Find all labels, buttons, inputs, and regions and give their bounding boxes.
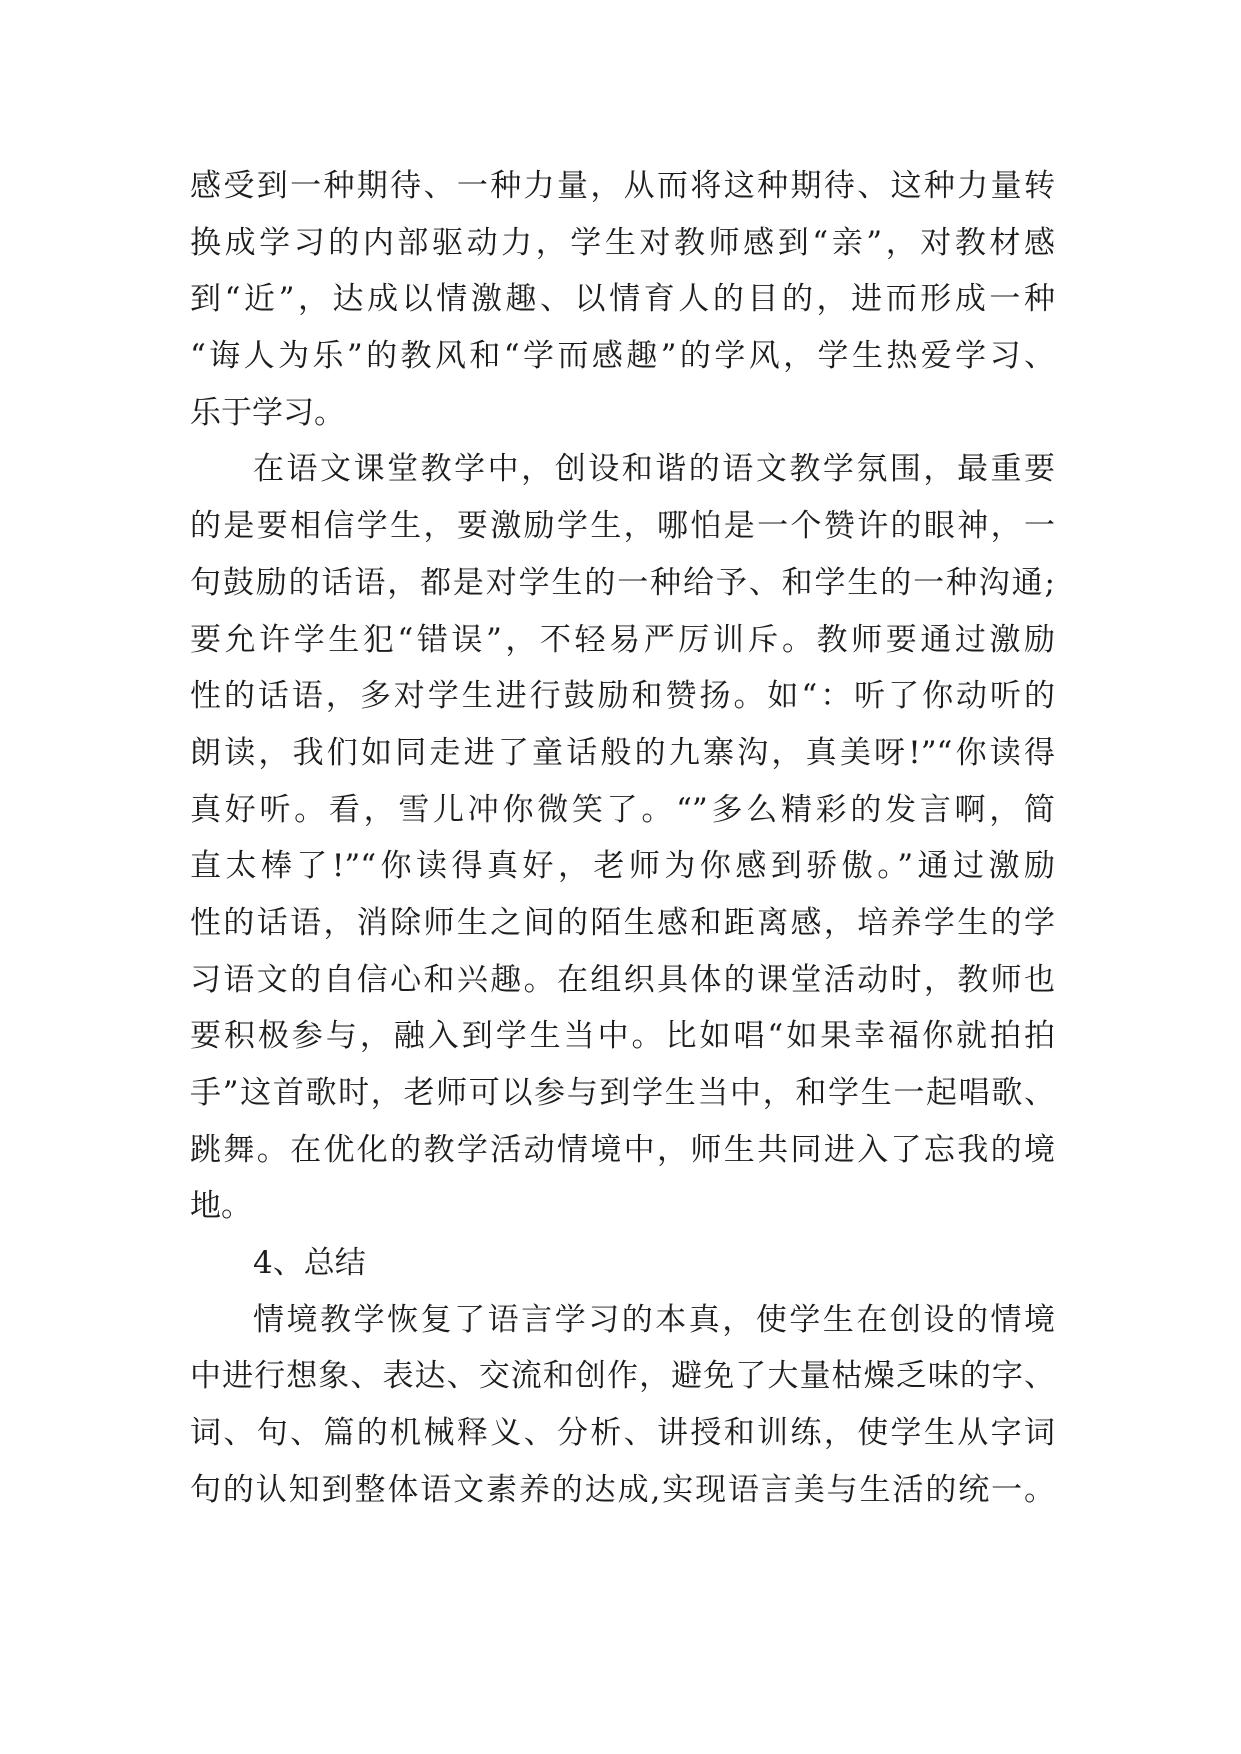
text-line: 跳舞。在优化的教学活动情境中，师生共同进入了忘我的境 xyxy=(190,1131,1055,1168)
text-line: 真好听。看，雪儿冲你微笑了。“”多么精彩的发言啊，简 xyxy=(190,791,1055,828)
text-line: 换成学习的内部驱动力，学生对教师感到“亲”，对教材感 xyxy=(190,224,1055,261)
text-line: 性的话语，多对学生进行鼓励和赞扬。如“：听了你动听的 xyxy=(190,678,1055,715)
text-line: 直太棒了!”“你读得真好，老师为你感到骄傲。”通过激励 xyxy=(190,848,1055,885)
text-line: 性的话语，消除师生之间的陌生感和距离感，培养学生的学 xyxy=(190,904,1055,941)
text-line: 中进行想象、表达、交流和创作，避免了大量枯燥乏味的字、 xyxy=(190,1358,1055,1395)
text-line: 要允许学生犯“错误”，不轻易严厉训斥。教师要通过激励 xyxy=(190,621,1055,658)
text-line: 感受到一种期待、一种力量，从而将这种期待、这种力量转 xyxy=(190,168,1055,204)
text-line: 4、总结 xyxy=(253,1245,366,1282)
text-line: 手”这首歌时，老师可以参与到学生当中，和学生一起唱歌、 xyxy=(190,1075,1055,1111)
text-line: 乐于学习。 xyxy=(190,394,345,431)
text-line: 词、句、篇的机械释义、分析、讲授和训练，使学生从字词 xyxy=(190,1415,1055,1452)
text-line: 要积极参与，融入到学生当中。比如唱“如果幸福你就拍拍 xyxy=(190,1018,1055,1055)
text-line: 地。 xyxy=(190,1188,252,1225)
text-line: “诲人为乐”的教风和“学而感趣”的学风，学生热爱学习、 xyxy=(190,338,1055,375)
text-line: 句的认知到整体语文素养的达成,实现语言美与生活的统一。 xyxy=(190,1471,1055,1508)
text-line: 在语文课堂教学中，创设和谐的语文教学氛围，最重要 xyxy=(253,451,1055,488)
text-line: 到“近”，达成以情激趣、以情育人的目的，进而形成一种 xyxy=(190,281,1055,318)
text-line: 句鼓励的话语，都是对学生的一种给予、和学生的一种沟通; xyxy=(190,564,1055,601)
text-line: 习语文的自信心和兴趣。在组织具体的课堂活动时，教师也 xyxy=(190,961,1055,998)
text-line: 情境教学恢复了语言学习的本真，使学生在创设的情境 xyxy=(253,1301,1055,1338)
body-text xyxy=(190,158,1055,1519)
text-line: 朗读，我们如同走进了童话般的九寨沟，真美呀!”“你读得 xyxy=(190,734,1055,771)
text-line: 的是要相信学生，要激励学生，哪怕是一个赞许的眼神，一 xyxy=(190,508,1055,545)
